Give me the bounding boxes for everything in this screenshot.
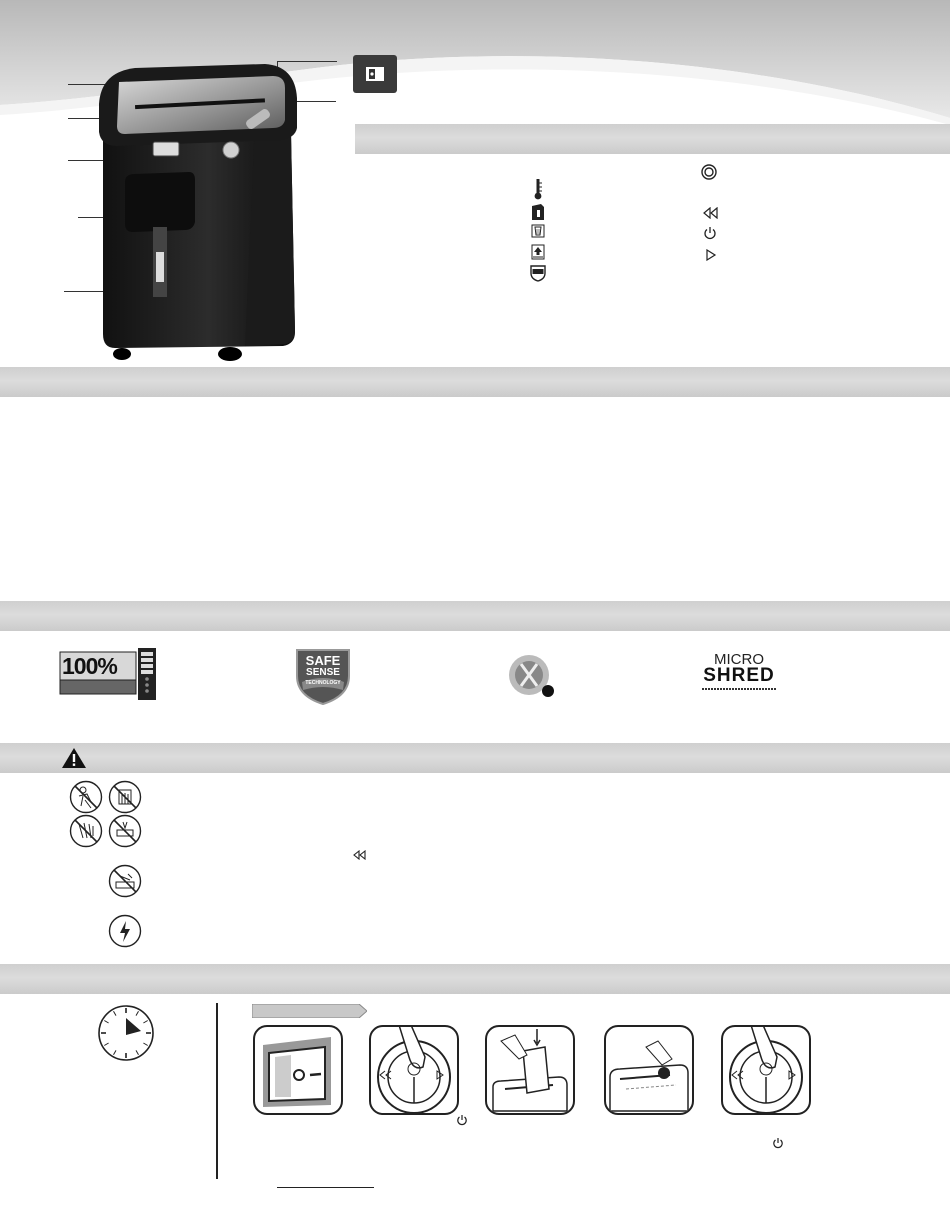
power-switch-icon (353, 55, 397, 93)
reverse-inline-icon (352, 850, 366, 860)
shredder-image (95, 62, 305, 362)
feature-jam-proof (506, 652, 556, 700)
feature-safe-sense (293, 646, 353, 706)
band-safety-header (0, 743, 950, 773)
feature-micro-shred (694, 651, 784, 693)
no-loose-clothing-icon (69, 814, 103, 848)
safe-sense-line2: SENSE (306, 667, 340, 678)
no-fingers-icon (108, 864, 142, 898)
power-inline-icon-2 (772, 1137, 784, 1149)
step-3-insert-paper (485, 1025, 575, 1115)
step-5-press-auto (721, 1025, 811, 1115)
electrical-hazard-icon (108, 914, 142, 948)
feature-100-percent (58, 648, 158, 700)
power-inline-icon-1 (456, 1114, 468, 1126)
safe-sense-line3: TECHNOLOGY (305, 680, 341, 686)
micro-shred-line2: SHRED (703, 665, 775, 686)
paper-jam-icon (531, 244, 545, 260)
band-controls-header (355, 124, 950, 154)
reverse-icon (702, 207, 718, 219)
safe-sense-line1: SAFE (305, 653, 341, 668)
step-1-power-switch (253, 1025, 343, 1115)
step-2-press-auto (369, 1025, 459, 1115)
micro-shred-line1: MICRO (714, 651, 764, 668)
band-features-header (0, 601, 950, 631)
band-operation-header (0, 964, 950, 994)
no-hands-icon (108, 780, 142, 814)
power-icon (703, 226, 717, 240)
safesense-icon (529, 264, 547, 282)
warning-icon (61, 747, 87, 769)
bin-full-icon (531, 224, 545, 238)
quick-start-arrow (252, 1004, 367, 1018)
clock-icon (97, 1004, 155, 1062)
bottom-rule (277, 1187, 374, 1188)
auto-icon (701, 164, 717, 180)
no-aerosol-icon (108, 814, 142, 848)
band-capabilities-header (0, 367, 950, 397)
percent-badge-text: 100% (62, 653, 117, 679)
no-children-icon (69, 780, 103, 814)
operation-divider (216, 1003, 218, 1179)
forward-icon (705, 249, 717, 261)
thermometer-icon (533, 178, 543, 200)
step-4-shredding (604, 1025, 694, 1115)
door-open-icon (531, 203, 545, 221)
